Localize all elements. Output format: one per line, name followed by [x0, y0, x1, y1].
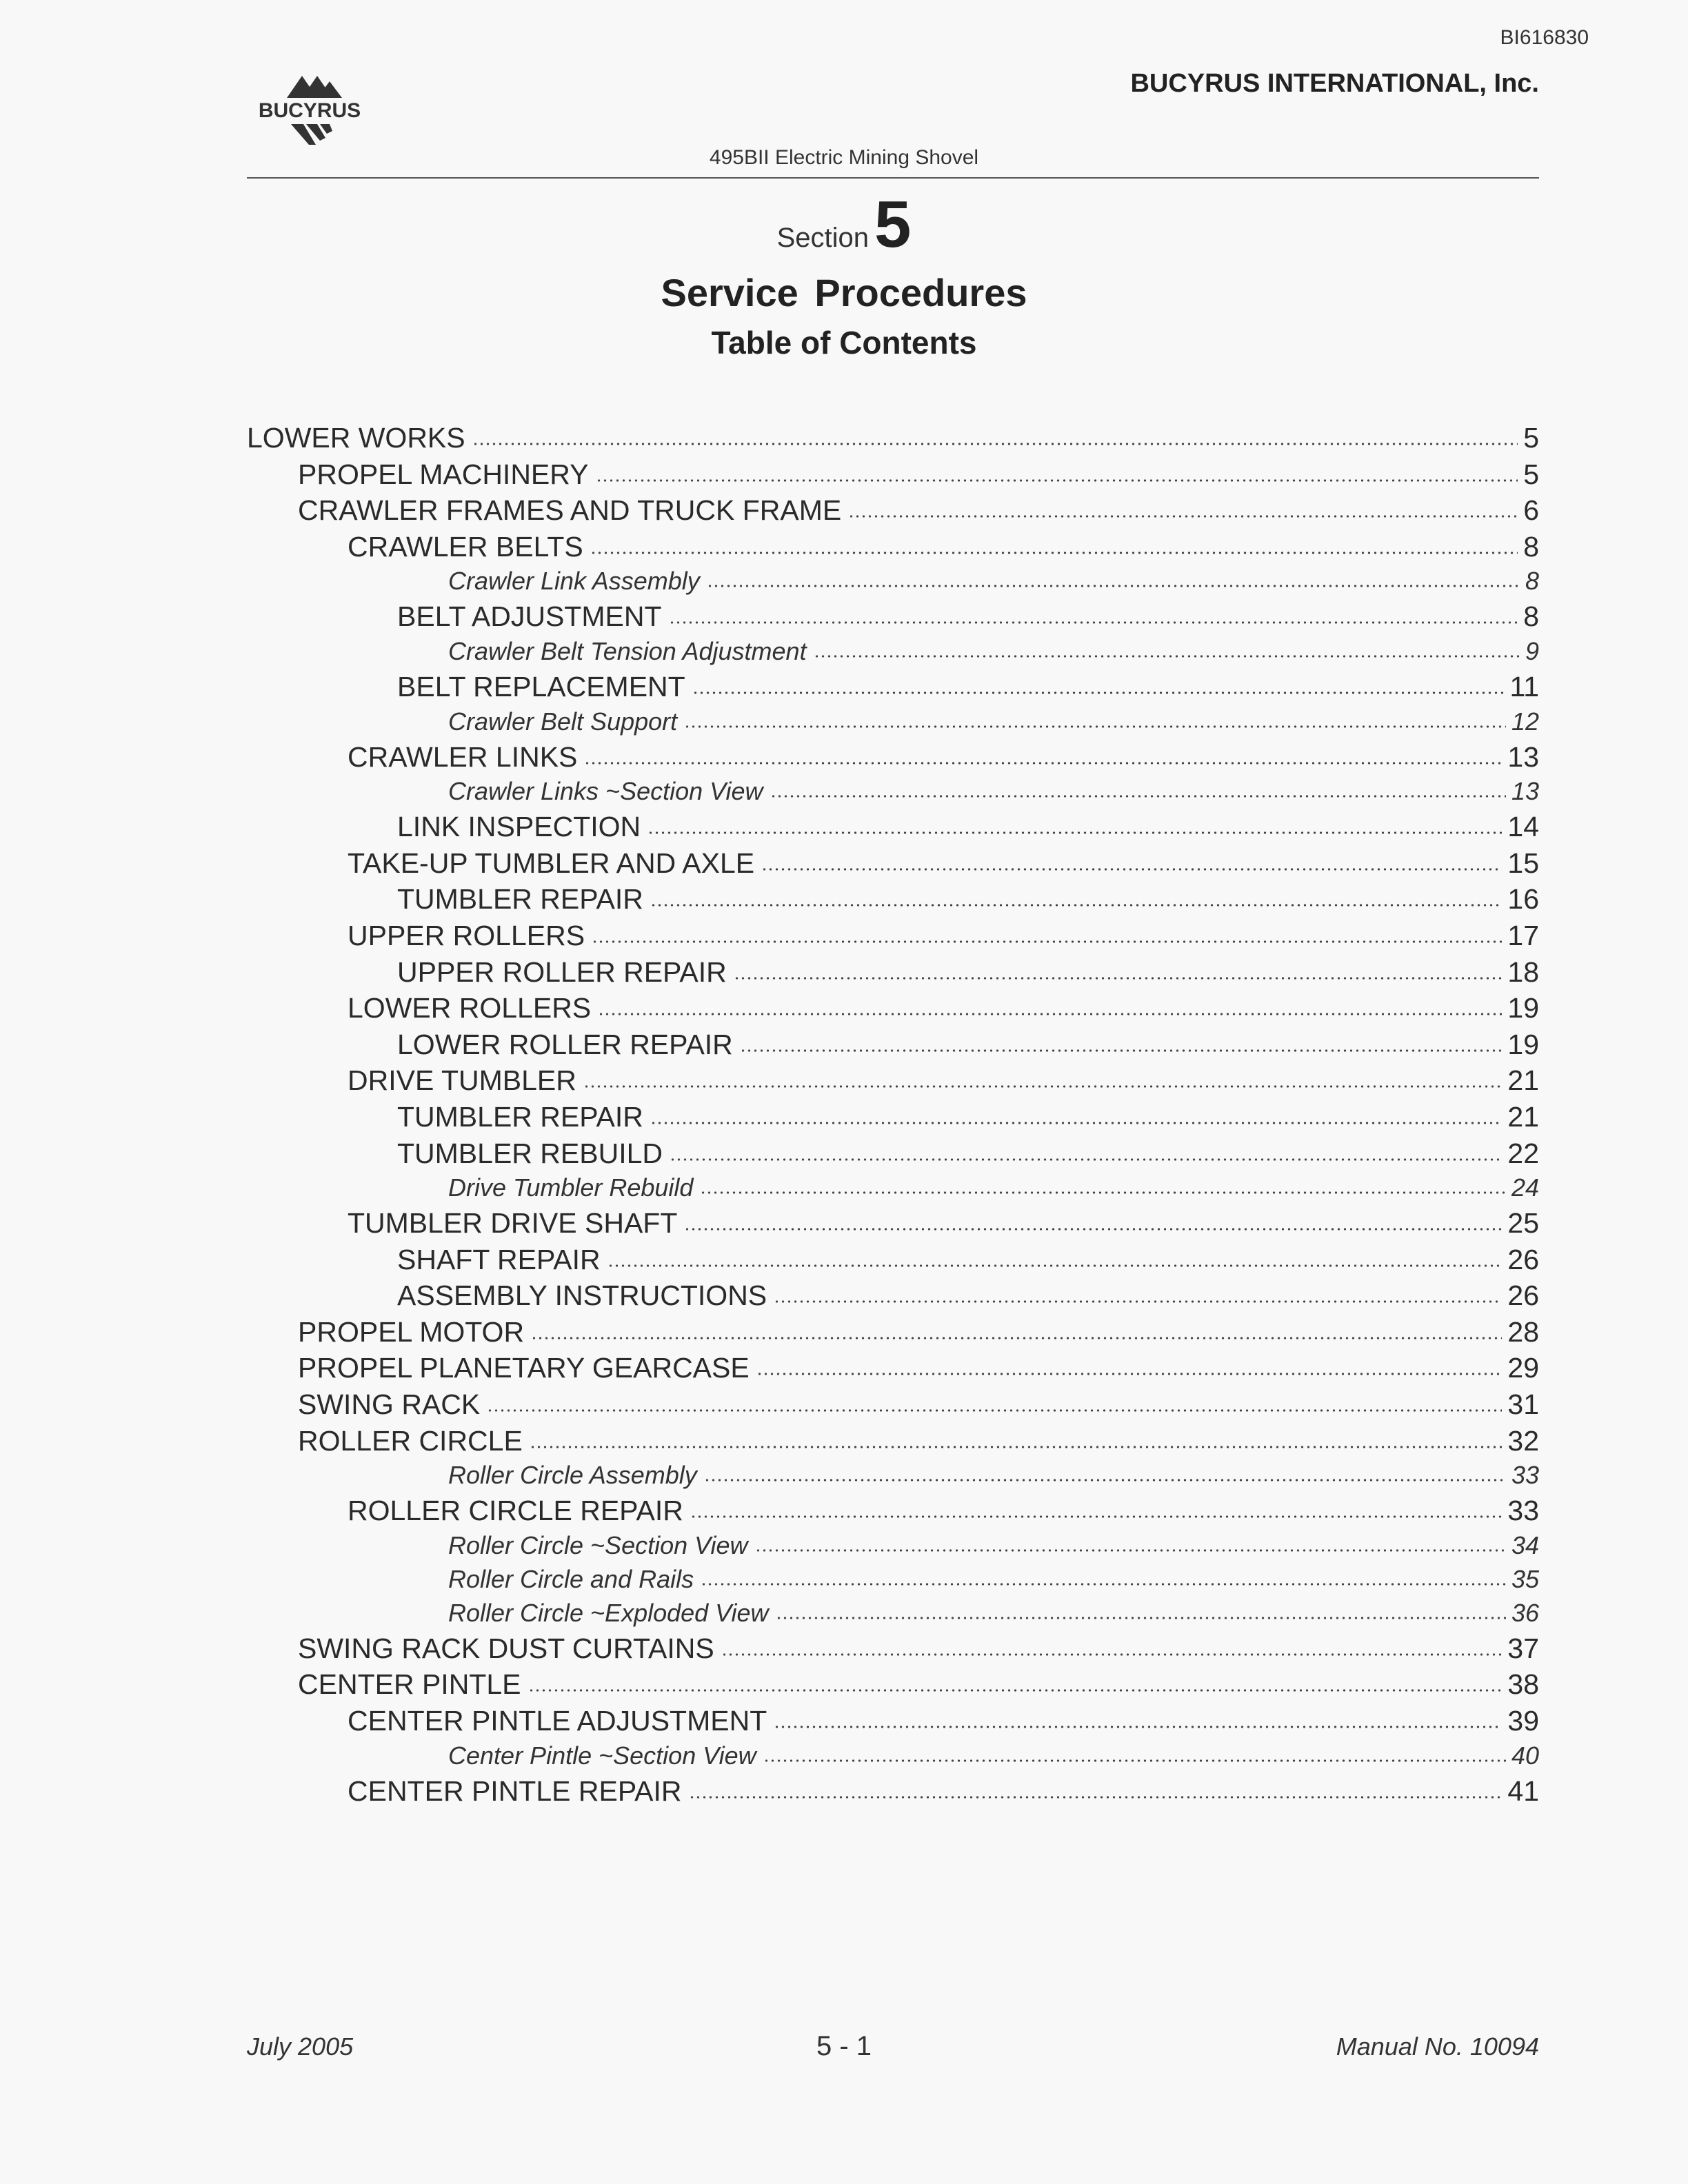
- toc-entry-label: UPPER ROLLERS: [348, 919, 585, 951]
- toc-entry-page: 18: [1507, 956, 1539, 988]
- footer-date: July 2005: [247, 2032, 354, 2061]
- toc-entry-page: 39: [1507, 1705, 1539, 1737]
- toc-entry[interactable]: [247, 847, 1539, 884]
- page-title: Service Procedures: [661, 271, 1027, 314]
- toc-entry-label: BELT ADJUSTMENT: [397, 600, 662, 633]
- toc-dot-leader: [650, 903, 1502, 907]
- toc-dot-leader: [531, 1336, 1502, 1340]
- toc-heading: Table of Contents: [711, 325, 977, 361]
- toc-dot-leader: [774, 1300, 1502, 1304]
- toc-entry-page: 41: [1507, 1775, 1539, 1807]
- toc-entry-page: 8: [1523, 530, 1539, 563]
- header-rule: [247, 177, 1539, 179]
- toc-entry-label: CRAWLER BELTS: [348, 530, 583, 563]
- toc-entry[interactable]: [247, 671, 1539, 707]
- toc-entry[interactable]: [247, 637, 1539, 671]
- toc-entry[interactable]: [247, 1064, 1539, 1101]
- toc-dot-leader: [590, 551, 1518, 555]
- table-of-contents: [247, 422, 1539, 1811]
- toc-dot-leader: [584, 761, 1502, 765]
- toc-entry-page: 26: [1507, 1243, 1539, 1275]
- toc-entry-label: Drive Tumbler Rebuild: [448, 1173, 694, 1202]
- toc-entry-label: PROPEL MACHINERY: [298, 458, 589, 490]
- toc-entry-label: Crawler Belt Tension Adjustment: [448, 636, 807, 665]
- toc-entry[interactable]: [247, 1316, 1539, 1353]
- toc-entry-label: Roller Circle ~Section View: [448, 1530, 748, 1559]
- toc-entry-label: ASSEMBLY INSTRUCTIONS: [397, 1280, 767, 1312]
- toc-entry-page: 32: [1507, 1424, 1539, 1457]
- toc-dot-leader: [650, 1121, 1502, 1125]
- toc-entry[interactable]: [247, 600, 1539, 637]
- toc-entry-label: SWING RACK DUST CURTAINS: [298, 1632, 714, 1664]
- toc-entry[interactable]: [247, 1173, 1539, 1207]
- toc-entry-label: Roller Circle Assembly: [448, 1461, 697, 1490]
- toc-entry[interactable]: [247, 1101, 1539, 1138]
- toc-entry-label: PROPEL MOTOR: [298, 1315, 525, 1348]
- bucyrus-logo: [245, 69, 374, 150]
- toc-entry[interactable]: [247, 992, 1539, 1029]
- toc-entry[interactable]: [247, 567, 1539, 600]
- toc-entry[interactable]: [247, 1461, 1539, 1495]
- toc-dot-leader: [814, 654, 1520, 658]
- toc-entry-page: 24: [1511, 1173, 1539, 1202]
- toc-entry[interactable]: [247, 1425, 1539, 1462]
- toc-dot-leader: [598, 1012, 1502, 1016]
- toc-entry-page: 13: [1511, 777, 1539, 806]
- toc-dot-leader: [761, 867, 1502, 871]
- toc-entry[interactable]: [247, 1207, 1539, 1244]
- toc-dot-leader: [721, 1652, 1503, 1657]
- toc-entry-page: 25: [1507, 1207, 1539, 1240]
- toc-entry[interactable]: [247, 1705, 1539, 1741]
- toc-entry[interactable]: [247, 1668, 1539, 1705]
- toc-entry[interactable]: [247, 1138, 1539, 1174]
- toc-entry-page: 8: [1523, 600, 1539, 633]
- toc-entry[interactable]: [247, 422, 1539, 458]
- section-word: Section: [776, 223, 870, 253]
- toc-dot-leader: [583, 1084, 1503, 1089]
- toc-entry-page: 37: [1507, 1632, 1539, 1664]
- toc-entry-page: 5: [1523, 458, 1539, 490]
- toc-entry-page: 28: [1507, 1315, 1539, 1348]
- toc-dot-leader: [670, 1157, 1502, 1162]
- toc-entry-label: Crawler Links ~Section View: [448, 777, 763, 806]
- footer-manual-number: Manual No. 10094: [1336, 2032, 1539, 2061]
- toc-entry-label: TUMBLER REPAIR: [397, 883, 643, 916]
- toc-entry-label: LINK INSPECTION: [397, 811, 641, 843]
- toc-entry[interactable]: [247, 1599, 1539, 1632]
- toc-entry-page: 26: [1507, 1280, 1539, 1312]
- toc-entry-page: 8: [1525, 567, 1539, 596]
- toc-dot-leader: [689, 1795, 1503, 1799]
- toc-entry-label: Crawler Belt Support: [448, 707, 678, 736]
- footer-page-number: 5 - 1: [816, 2031, 872, 2061]
- toc-entry-label: TUMBLER REPAIR: [397, 1100, 643, 1133]
- toc-entry[interactable]: [247, 707, 1539, 741]
- toc-entry-page: 11: [1509, 670, 1539, 702]
- toc-entry-label: UPPER ROLLER REPAIR: [397, 956, 727, 988]
- toc-entry[interactable]: [247, 1531, 1539, 1565]
- toc-entry-label: TUMBLER REBUILD: [397, 1137, 663, 1169]
- toc-entry[interactable]: [247, 920, 1539, 956]
- toc-dot-leader: [776, 1616, 1506, 1620]
- toc-entry-label: LOWER WORKS: [247, 422, 465, 454]
- toc-entry-page: 12: [1511, 707, 1539, 736]
- toc-dot-leader: [530, 1445, 1503, 1449]
- toc-entry[interactable]: [247, 458, 1539, 495]
- toc-entry-page: 16: [1507, 883, 1539, 916]
- toc-entry-label: CENTER PINTLE: [298, 1668, 521, 1701]
- toc-dot-leader: [692, 691, 1505, 695]
- toc-entry-label: Roller Circle ~Exploded View: [448, 1598, 769, 1627]
- toc-dot-leader: [472, 442, 1518, 446]
- toc-entry-page: 36: [1511, 1598, 1539, 1627]
- toc-entry-page: 22: [1507, 1137, 1539, 1169]
- toc-entry[interactable]: [247, 777, 1539, 811]
- toc-dot-leader: [596, 478, 1518, 483]
- toc-dot-leader: [607, 1264, 1503, 1268]
- section-number: 5: [874, 188, 912, 261]
- toc-entry[interactable]: [247, 1388, 1539, 1425]
- toc-dot-leader: [690, 1515, 1503, 1519]
- toc-entry-label: LOWER ROLLER REPAIR: [397, 1028, 733, 1060]
- toc-dot-leader: [669, 620, 1518, 625]
- toc-entry-page: 17: [1507, 919, 1539, 951]
- toc-entry-label: CRAWLER FRAMES AND TRUCK FRAME: [298, 494, 842, 527]
- toc-dot-leader: [770, 794, 1506, 798]
- bucyrus-logo-icon: [245, 69, 374, 150]
- toc-entry-label: TAKE-UP TUMBLER AND AXLE: [348, 847, 755, 879]
- toc-dot-leader: [592, 940, 1502, 944]
- toc-entry-page: 19: [1507, 992, 1539, 1024]
- toc-entry-page: 13: [1507, 740, 1539, 773]
- toc-entry-page: 33: [1511, 1461, 1539, 1490]
- toc-entry-label: ROLLER CIRCLE REPAIR: [348, 1495, 683, 1527]
- toc-dot-leader: [740, 1049, 1503, 1053]
- toc-dot-leader: [755, 1548, 1506, 1553]
- toc-entry-label: Crawler Link Assembly: [448, 567, 700, 596]
- section-heading: [0, 188, 1688, 261]
- toc-dot-leader: [707, 584, 1520, 588]
- toc-entry-label: TUMBLER DRIVE SHAFT: [348, 1207, 678, 1240]
- toc-dot-leader: [734, 976, 1503, 980]
- toc-dot-leader: [528, 1688, 1503, 1692]
- toc-entry-page: 29: [1507, 1352, 1539, 1384]
- toc-entry[interactable]: [247, 1632, 1539, 1669]
- document-id: BI616830: [1500, 26, 1589, 49]
- toc-entry-label: BELT REPLACEMENT: [397, 670, 685, 702]
- toc-entry-label: Roller Circle and Rails: [448, 1564, 694, 1593]
- toc-entry[interactable]: [247, 1352, 1539, 1388]
- toc-entry-page: 40: [1511, 1741, 1539, 1770]
- toc-entry-page: 6: [1523, 494, 1539, 527]
- toc-entry[interactable]: [247, 883, 1539, 920]
- toc-entry-page: 35: [1511, 1564, 1539, 1593]
- toc-dot-leader: [647, 831, 1502, 835]
- toc-entry[interactable]: [247, 1775, 1539, 1812]
- toc-entry-label: PROPEL PLANETARY GEARCASE: [298, 1352, 750, 1384]
- toc-entry-page: 14: [1507, 811, 1539, 843]
- company-name: BUCYRUS INTERNATIONAL, Inc.: [1130, 69, 1539, 98]
- toc-dot-leader: [756, 1372, 1503, 1376]
- toc-entry-label: CRAWLER LINKS: [348, 740, 578, 773]
- toc-entry-page: 9: [1525, 636, 1539, 665]
- toc-entry[interactable]: [247, 956, 1539, 993]
- toc-entry-label: LOWER ROLLERS: [348, 992, 592, 1024]
- toc-entry[interactable]: [247, 531, 1539, 567]
- toc-dot-leader: [774, 1725, 1502, 1729]
- toc-entry[interactable]: [247, 1495, 1539, 1531]
- toc-entry-page: 19: [1507, 1028, 1539, 1060]
- toc-dot-leader: [684, 725, 1506, 729]
- toc-entry-page: 21: [1507, 1064, 1539, 1097]
- toc-dot-leader: [700, 1191, 1506, 1195]
- toc-entry-page: 15: [1507, 847, 1539, 879]
- logo-wordmark: BUCYRUS: [258, 99, 361, 122]
- toc-entry-label: CENTER PINTLE ADJUSTMENT: [348, 1705, 767, 1737]
- toc-entry[interactable]: [247, 1565, 1539, 1599]
- toc-dot-leader: [487, 1408, 1502, 1413]
- toc-entry-label: SHAFT REPAIR: [397, 1243, 601, 1275]
- toc-entry-page: 38: [1507, 1668, 1539, 1701]
- toc-entry[interactable]: [247, 1280, 1539, 1316]
- toc-entry-page: 31: [1507, 1388, 1539, 1421]
- toc-entry-page: 34: [1511, 1530, 1539, 1559]
- toc-dot-leader: [763, 1759, 1506, 1763]
- toc-entry-page: 21: [1507, 1100, 1539, 1133]
- toc-entry[interactable]: [247, 494, 1539, 531]
- toc-entry[interactable]: [247, 811, 1539, 847]
- toc-entry-label: SWING RACK: [298, 1388, 481, 1421]
- toc-dot-leader: [848, 514, 1518, 518]
- toc-dot-leader: [684, 1227, 1502, 1231]
- toc-entry[interactable]: [247, 1244, 1539, 1280]
- toc-entry[interactable]: [247, 1029, 1539, 1065]
- toc-entry-label: DRIVE TUMBLER: [348, 1064, 576, 1097]
- toc-dot-leader: [701, 1582, 1506, 1586]
- toc-entry-label: CENTER PINTLE REPAIR: [348, 1775, 682, 1807]
- toc-entry-page: 5: [1523, 422, 1539, 454]
- product-name: 495BII Electric Mining Shovel: [709, 146, 979, 169]
- toc-entry-page: 33: [1507, 1495, 1539, 1527]
- toc-dot-leader: [704, 1478, 1506, 1482]
- toc-entry-label: ROLLER CIRCLE: [298, 1424, 523, 1457]
- toc-entry[interactable]: [247, 741, 1539, 778]
- toc-entry[interactable]: [247, 1741, 1539, 1775]
- toc-entry-label: Center Pintle ~Section View: [448, 1741, 756, 1770]
